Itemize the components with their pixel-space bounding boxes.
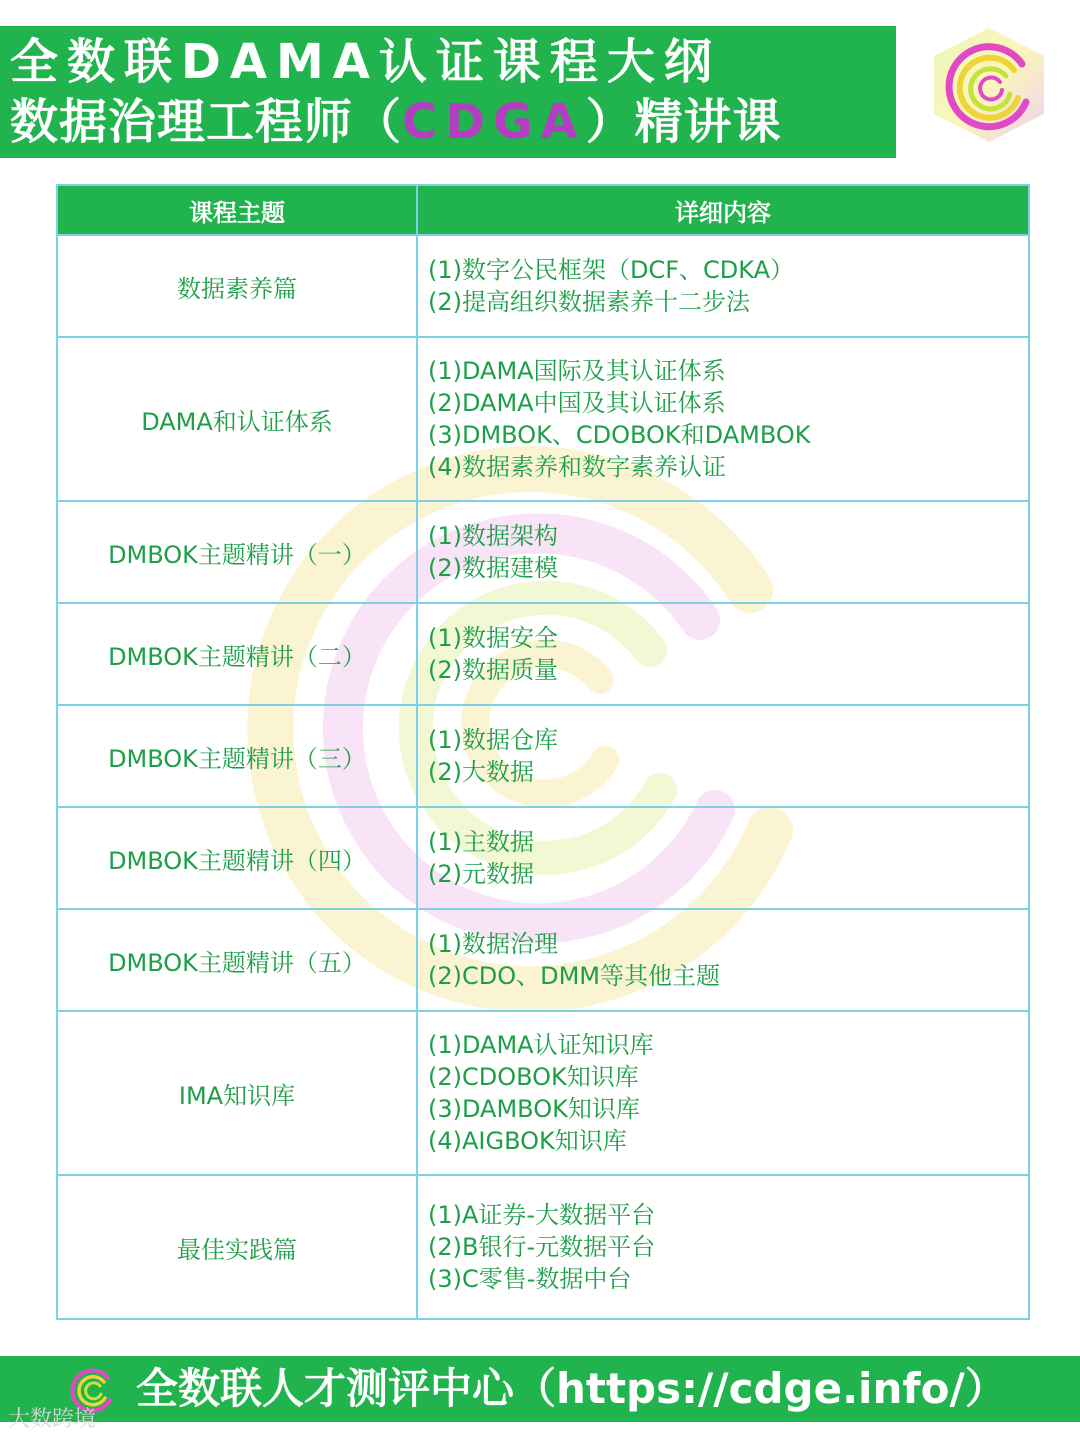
table-row — [57, 1175, 1029, 1319]
title-banner — [0, 26, 896, 158]
detail-item: (4)AIGBOK知识库 — [428, 1127, 627, 1155]
detail-item: (3)C零售-数据中台 — [428, 1265, 632, 1293]
table-row — [57, 603, 1029, 705]
detail-item: (2)数据建模 — [428, 554, 558, 582]
row-topic: 最佳实践篇 — [57, 1175, 417, 1319]
title-line-2-suffix: ）精讲课 — [585, 94, 782, 150]
table-row — [57, 235, 1029, 337]
detail-item: (1)数据仓库 — [428, 726, 558, 754]
title-line-1: 全数联DAMA认证课程大纲 — [10, 34, 721, 90]
detail-item: (1)DAMA认证知识库 — [428, 1031, 654, 1059]
row-details — [417, 235, 1029, 337]
detail-item: (2)B银行-元数据平台 — [428, 1233, 656, 1261]
row-topic: DMBOK主题精讲（五） — [57, 909, 417, 1011]
footer-text: 全数联人才测评中心（https://cdge.info/） — [136, 1364, 1007, 1413]
detail-item: (1)A证券-大数据平台 — [428, 1201, 656, 1229]
title-highlight-cdga: CDGA — [402, 94, 586, 150]
detail-item: (2)CDO、DMM等其他主题 — [428, 962, 721, 990]
detail-item: (1)DAMA国际及其认证体系 — [428, 357, 726, 385]
table-row — [57, 909, 1029, 1011]
row-details — [417, 501, 1029, 603]
row-details — [417, 1011, 1029, 1175]
row-topic: IMA知识库 — [57, 1011, 417, 1175]
detail-item: (1)数据架构 — [428, 522, 558, 550]
detail-item: (1)数据治理 — [428, 930, 558, 958]
detail-item: (3)DMBOK、CDOBOK和DAMBOK — [428, 421, 811, 449]
detail-item: (1)数字公民框架（DCF、CDKA） — [428, 256, 795, 284]
table-row — [57, 337, 1029, 501]
title-line-2 — [10, 92, 886, 152]
source-watermark-text: 大数跨境 — [8, 1407, 97, 1432]
table-row — [57, 1011, 1029, 1175]
table-row — [57, 705, 1029, 807]
detail-item: (2)DAMA中国及其认证体系 — [428, 389, 726, 417]
row-topic: DAMA和认证体系 — [57, 337, 417, 501]
row-topic: 数据素养篇 — [57, 235, 417, 337]
footer-banner — [0, 1356, 1080, 1422]
table-row — [57, 807, 1029, 909]
detail-item: (4)数据素养和数字素养认证 — [428, 453, 726, 481]
row-details — [417, 337, 1029, 501]
column-header-topic: 课程主题 — [57, 185, 417, 235]
row-details — [417, 909, 1029, 1011]
row-details — [417, 603, 1029, 705]
detail-item: (1)主数据 — [428, 828, 534, 856]
row-topic: DMBOK主题精讲（四） — [57, 807, 417, 909]
row-topic: DMBOK主题精讲（一） — [57, 501, 417, 603]
concentric-arc-logo-icon — [926, 24, 1052, 146]
detail-item: (3)DAMBOK知识库 — [428, 1095, 640, 1123]
title-line-2-prefix: 数据治理工程师（ — [10, 94, 403, 150]
course-outline-table — [56, 184, 1030, 1320]
detail-item: (2)提高组织数据素养十二步法 — [428, 288, 750, 316]
detail-item: (2)元数据 — [428, 860, 534, 888]
detail-item: (2)CDOBOK知识库 — [428, 1063, 639, 1091]
table-header-row — [57, 185, 1029, 235]
detail-item: (2)数据质量 — [428, 656, 558, 684]
column-header-detail: 详细内容 — [417, 185, 1029, 235]
table-row — [57, 501, 1029, 603]
row-details — [417, 807, 1029, 909]
row-details — [417, 1175, 1029, 1319]
row-topic: DMBOK主题精讲（二） — [57, 603, 417, 705]
detail-item: (2)大数据 — [428, 758, 534, 786]
row-details — [417, 705, 1029, 807]
row-topic: DMBOK主题精讲（三） — [57, 705, 417, 807]
detail-item: (1)数据安全 — [428, 624, 558, 652]
